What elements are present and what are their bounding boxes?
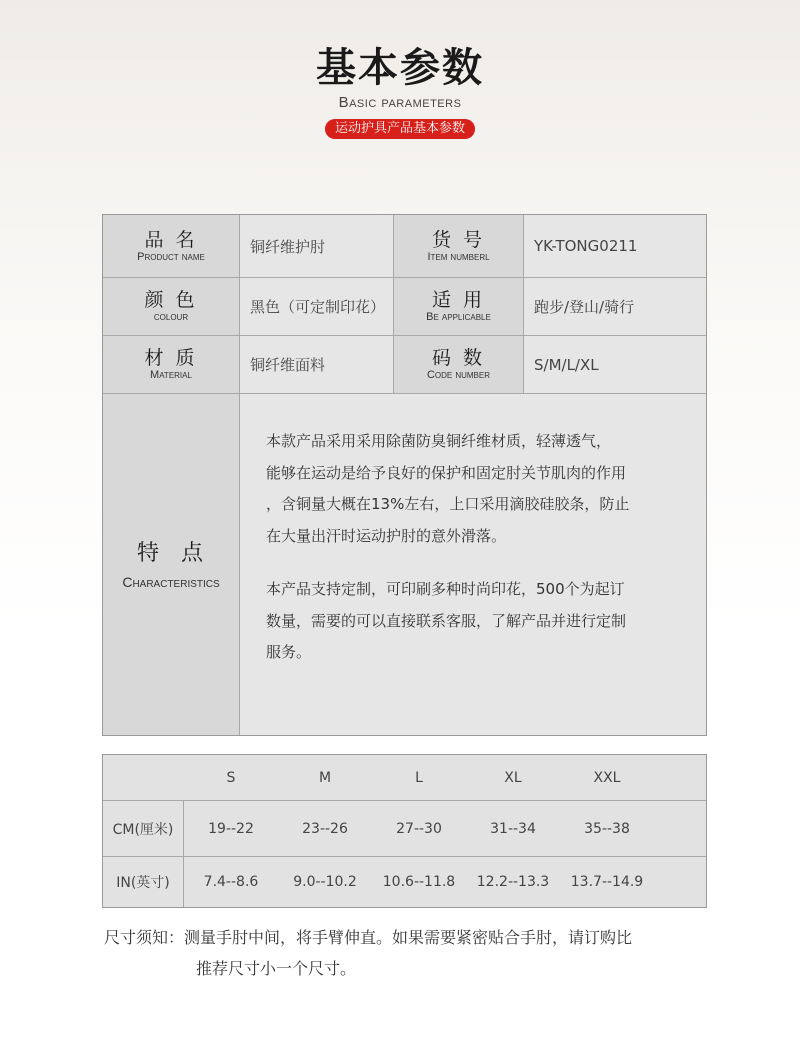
label-zh: 特点	[136, 540, 225, 566]
value-applicable: 跑步/登山/骑行	[524, 278, 706, 336]
label-en: Product name	[137, 250, 205, 263]
value-colour: 黑色（可定制印花）	[240, 278, 394, 336]
value-characteristics	[240, 394, 706, 735]
label-product-name	[103, 215, 240, 278]
size-cell: 35--38	[584, 820, 630, 837]
size-cell: 31--34	[490, 820, 536, 837]
size-cell: 12.2--13.3	[476, 874, 550, 890]
category-badge: 运动护具产品基本参数	[325, 119, 475, 139]
size-cell: 13.7--14.9	[570, 874, 644, 890]
header	[0, 40, 800, 139]
label-en: Code number	[426, 369, 490, 381]
label-characteristics	[103, 394, 240, 735]
page-subtitle: Basic parameters	[338, 94, 462, 111]
unit-label: IN(英寸)	[103, 857, 184, 907]
size-header: S	[226, 769, 236, 786]
size-header-corner	[103, 755, 184, 800]
description-line: 数量，需要的可以直接联系客服，了解产品并进行定制	[266, 611, 627, 630]
size-header: XL	[504, 769, 522, 786]
label-code-number	[394, 336, 524, 394]
size-cell: 10.6--11.8	[382, 874, 456, 890]
size-header-row	[103, 755, 706, 801]
size-header: XXL	[593, 769, 621, 786]
size-row-cm	[103, 801, 706, 857]
label-zh: 码 数	[431, 347, 486, 369]
label-en: Item numberl	[427, 250, 490, 263]
label-colour	[103, 278, 240, 336]
size-cell: 23--26	[302, 820, 348, 837]
size-header: M	[318, 769, 332, 786]
label-zh: 品 名	[144, 228, 198, 251]
value-item-number: YK-TONG0211	[524, 215, 706, 278]
label-en: Material	[150, 369, 192, 381]
description-line: 本产品支持定制，可印刷多种时尚印花，500个为起订	[266, 580, 625, 598]
description-line: 服务。	[266, 643, 312, 661]
description-line: 在大量出汗时运动护肘的意外滑落。	[266, 526, 507, 545]
description-line: 本款产品采用采用除菌防臭铜纤维材质，轻薄透气，	[266, 432, 612, 450]
label-en: Be applicable	[426, 311, 491, 323]
description-line: 能够在运动是给予良好的保护和固定肘关节肌肉的作用	[266, 463, 627, 482]
value-product-name: 铜纤维护肘	[240, 215, 394, 278]
sizing-note-line2: 推荐尺寸小一个尺寸。	[196, 959, 357, 978]
label-zh: 适 用	[431, 289, 486, 311]
unit-label: CM(厘米)	[103, 801, 184, 856]
label-zh: 材 质	[144, 347, 198, 369]
description-line: ，含铜量大概在13%左右，上口采用滴胶硅胶条，防止	[266, 495, 630, 513]
label-en: colour	[153, 311, 189, 323]
size-cell: 9.0--10.2	[293, 874, 357, 890]
size-cell: 7.4--8.6	[203, 874, 259, 890]
sizing-note-text: 测量手肘中间，将手臂伸直。如果需要紧密贴合手肘，请订购比	[184, 928, 633, 947]
size-table	[102, 754, 707, 908]
label-material	[103, 336, 240, 394]
label-zh: 货 号	[431, 228, 486, 251]
size-cell: 19--22	[208, 820, 254, 837]
label-en: Characteristics	[122, 573, 220, 590]
size-row-in	[103, 857, 706, 907]
value-code-number: S/M/L/XL	[524, 336, 706, 394]
size-header: L	[415, 769, 423, 786]
value-material: 铜纤维面料	[240, 336, 394, 394]
size-cell: 27--30	[396, 820, 442, 837]
label-zh: 颜 色	[144, 289, 198, 311]
page-title: 基本参数	[316, 44, 484, 91]
sizing-note-line1	[104, 922, 724, 953]
sizing-note-prefix: 尺寸须知：	[104, 928, 185, 947]
label-applicable	[394, 278, 524, 336]
sizing-note	[104, 922, 724, 984]
parameter-table	[102, 214, 707, 736]
label-item-number	[394, 215, 524, 278]
